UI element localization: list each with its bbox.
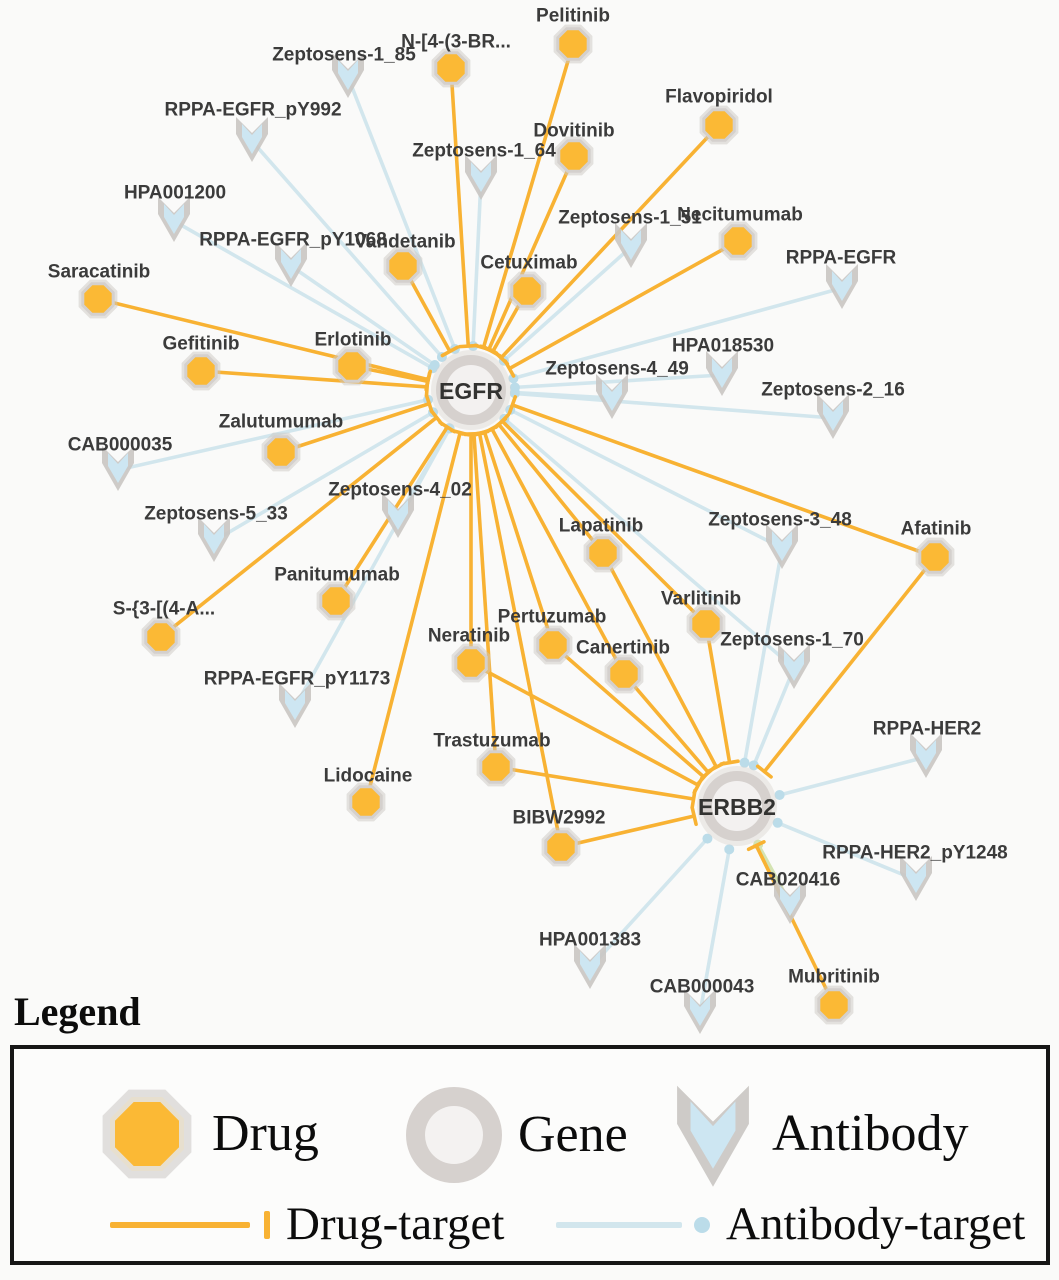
labels-layer bbox=[48, 6, 1008, 998]
drug-octagon-icon bbox=[83, 284, 113, 314]
node-label-necitumumab: Necitumumab bbox=[677, 204, 803, 226]
tbar-erlotinib-egfr bbox=[426, 373, 429, 390]
drug-node-lapatinib[interactable] bbox=[584, 534, 623, 573]
drug-octagon-icon bbox=[266, 437, 296, 467]
node-label-cab020416: CAB020416 bbox=[735, 869, 841, 891]
gene-node-erbb2[interactable] bbox=[697, 766, 777, 846]
legend-antibody-label: Antibody bbox=[772, 1105, 969, 1162]
node-label-neratinib: Neratinib bbox=[427, 625, 511, 647]
antibody-target-line-icon bbox=[556, 1222, 682, 1228]
drug-node-afatinib[interactable] bbox=[916, 538, 955, 577]
legend-drug-label: Drug bbox=[212, 1105, 319, 1162]
node-label-lapatinib: Lapatinib bbox=[558, 515, 644, 537]
node-label-dovitinib: Dovitinib bbox=[533, 120, 615, 142]
node-label-pelitinib: Pelitinib bbox=[536, 5, 610, 27]
legend-antibody-target-label: Antibody-target bbox=[726, 1198, 1026, 1250]
drug-octagon-icon bbox=[98, 1085, 196, 1183]
drug-octagon-icon bbox=[819, 990, 849, 1020]
drug-octagon-icon bbox=[546, 832, 576, 862]
node-label-flavopiridol: Flavopiridol bbox=[665, 86, 773, 108]
dot-z3_48-erbb2 bbox=[740, 758, 750, 768]
node-label-z4_49: Zeptosens-4_49 bbox=[545, 358, 689, 380]
edge-rppa_her2-erbb2 bbox=[780, 757, 926, 795]
drug-target-line-icon bbox=[110, 1222, 250, 1228]
node-label-py1173: RPPA-EGFR_pY1173 bbox=[203, 668, 391, 690]
node-label-hpa001383: HPA001383 bbox=[538, 929, 642, 951]
node-label-pertuzumab: Pertuzumab bbox=[497, 606, 607, 628]
node-label-panitumumab: Panitumumab bbox=[274, 564, 400, 586]
antibody-node-hpa018530[interactable] bbox=[706, 351, 738, 396]
node-label-cetuximab: Cetuximab bbox=[480, 252, 578, 274]
drug-node-pertuzumab[interactable] bbox=[534, 626, 573, 665]
antibody-node-hpa001383[interactable] bbox=[574, 944, 606, 989]
node-label-z5_33: Zeptosens-5_33 bbox=[144, 503, 288, 525]
node-label-saracatinib: Saracatinib bbox=[47, 261, 151, 283]
drug-node-lidocaine[interactable] bbox=[347, 783, 386, 822]
drug-octagon-icon bbox=[186, 356, 216, 386]
drug-octagon-icon bbox=[456, 648, 486, 678]
antibody-node-hpa001200[interactable] bbox=[158, 197, 190, 242]
node-label-s3_4a: S-{3-[(4-A... bbox=[112, 598, 216, 620]
node-label-cab000043: CAB000043 bbox=[649, 976, 755, 998]
node-label-z1_51: Zeptosens-1_51 bbox=[558, 207, 702, 229]
antibody-node-rppa_her2[interactable] bbox=[910, 733, 942, 778]
node-label-erlotinib: Erlotinib bbox=[314, 329, 392, 351]
node-label-gefitinib: Gefitinib bbox=[162, 333, 240, 355]
drug-octagon-icon bbox=[559, 141, 589, 171]
node-label-afatinib: Afatinib bbox=[900, 518, 972, 540]
node-label-rppa_egfr: RPPA-EGFR bbox=[785, 247, 897, 269]
legend-item-antibody bbox=[670, 1079, 968, 1189]
node-label-z1_64: Zeptosens-1_64 bbox=[412, 140, 556, 162]
antibody-node-z1_64[interactable] bbox=[465, 155, 497, 200]
node-label-mubritinib: Mubritinib bbox=[788, 966, 880, 988]
drug-octagon-icon bbox=[538, 630, 568, 660]
node-label-z1_85: Zeptosens-1_85 bbox=[272, 44, 416, 66]
drug-octagon-icon bbox=[588, 538, 618, 568]
drug-octagon-icon bbox=[481, 752, 511, 782]
legend-drug-target-label: Drug-target bbox=[286, 1198, 505, 1250]
drug-node-s3_4a[interactable] bbox=[142, 618, 181, 657]
drug-node-erlotinib[interactable] bbox=[333, 347, 372, 386]
node-label-cab000035: CAB000035 bbox=[67, 434, 173, 456]
legend-title: Legend bbox=[14, 989, 141, 1034]
node-label-z1_70: Zeptosens-1_70 bbox=[720, 629, 864, 651]
drug-node-zalutumumab[interactable] bbox=[262, 433, 301, 472]
legend-box bbox=[10, 1045, 1050, 1265]
drug-octagon-icon bbox=[388, 251, 418, 281]
tbar-n4_3br-egfr bbox=[460, 346, 477, 347]
legend-item-gene bbox=[406, 1087, 628, 1183]
node-label-vandetanib: Vandetanib bbox=[354, 231, 456, 253]
node-label-py1248: RPPA-HER2_pY1248 bbox=[822, 842, 1008, 864]
node-label-py1068: RPPA-EGFR_pY1068 bbox=[199, 229, 387, 251]
drug-node-saracatinib[interactable] bbox=[79, 280, 118, 319]
dot-cab000043-erbb2 bbox=[724, 844, 734, 854]
node-label-zalutumumab: Zalutumumab bbox=[218, 411, 344, 433]
antibody-node-z2_16[interactable] bbox=[817, 394, 849, 439]
gene-node-egfr[interactable] bbox=[431, 350, 511, 430]
node-label-lidocaine: Lidocaine bbox=[323, 765, 413, 787]
node-label-z3_48: Zeptosens-3_48 bbox=[708, 509, 852, 531]
edge-canertinib-erbb2 bbox=[624, 674, 708, 773]
drug-octagon-icon bbox=[609, 659, 639, 689]
drug-octagon-icon bbox=[351, 787, 381, 817]
drug-octagon-icon bbox=[436, 53, 466, 83]
drug-node-panitumumab[interactable] bbox=[317, 582, 356, 621]
drug-node-trastuzumab[interactable] bbox=[477, 748, 516, 787]
drug-node-neratinib[interactable] bbox=[452, 644, 491, 683]
drug-node-necitumumab[interactable] bbox=[719, 222, 758, 261]
edge-trastuzumab-egfr bbox=[474, 434, 496, 767]
drug-node-pelitinib[interactable] bbox=[554, 25, 593, 64]
node-label-hpa018530: HPA018530 bbox=[671, 335, 775, 357]
drug-octagon-icon bbox=[558, 29, 588, 59]
drug-octagon-icon bbox=[512, 276, 542, 306]
drug-octagon-icon bbox=[723, 226, 753, 256]
legend-gene-label: Gene bbox=[518, 1106, 628, 1163]
node-label-z2_16: Zeptosens-2_16 bbox=[761, 379, 905, 401]
drug-node-canertinib[interactable] bbox=[605, 655, 644, 694]
drug-node-n4_3br[interactable] bbox=[432, 49, 471, 88]
node-label-n4_3br: N-[4-(3-BR... bbox=[401, 31, 511, 53]
antibody-chevron-icon bbox=[670, 1079, 756, 1189]
drug-target-tbar-icon bbox=[264, 1211, 270, 1239]
node-label-rppa_her2: RPPA-HER2 bbox=[872, 718, 982, 740]
node-label-hpa001200: HPA001200 bbox=[123, 182, 227, 204]
antibody-node-z1_70[interactable] bbox=[778, 644, 810, 689]
drug-octagon-icon bbox=[146, 622, 176, 652]
drug-octagon-icon bbox=[321, 586, 351, 616]
drug-node-flavopiridol[interactable] bbox=[700, 106, 739, 145]
legend-item-antibody-target bbox=[556, 1198, 1026, 1250]
gene-label-egfr: EGFR bbox=[439, 378, 503, 404]
antibody-node-py1173[interactable] bbox=[279, 683, 311, 728]
node-label-py992: RPPA-EGFR_pY992 bbox=[164, 99, 342, 121]
node-label-canertinib: Canertinib bbox=[576, 637, 670, 659]
node-label-varlitinib: Varlitinib bbox=[660, 588, 742, 610]
drug-node-mubritinib[interactable] bbox=[815, 986, 854, 1025]
edge-trastuzumab-erbb2 bbox=[496, 767, 694, 799]
node-label-trastuzumab: Trastuzumab bbox=[433, 730, 551, 752]
drug-node-gefitinib[interactable] bbox=[182, 352, 221, 391]
drug-node-dovitinib[interactable] bbox=[555, 137, 594, 176]
antibody-node-rppa_egfr[interactable] bbox=[826, 264, 858, 309]
antibody-node-z3_48[interactable] bbox=[766, 524, 798, 569]
edge-z3_48-erbb2 bbox=[745, 548, 782, 763]
tbar-bibw2992-erbb2 bbox=[692, 808, 696, 825]
drug-octagon-icon bbox=[920, 542, 950, 572]
drug-octagon-icon bbox=[337, 351, 367, 381]
antibody-target-dot-icon bbox=[694, 1217, 710, 1233]
edge-n4_3br-egfr bbox=[451, 68, 468, 346]
drug-octagon-icon bbox=[691, 609, 721, 639]
drug-node-bibw2992[interactable] bbox=[542, 828, 581, 867]
node-label-bibw2992: BIBW2992 bbox=[512, 807, 606, 829]
node-label-z4_02: Zeptosens-4_02 bbox=[328, 479, 472, 501]
drug-octagon-icon bbox=[704, 110, 734, 140]
antibody-node-z1_51[interactable] bbox=[615, 223, 647, 268]
drug-node-cetuximab[interactable] bbox=[508, 272, 547, 311]
legend-item-drug bbox=[98, 1085, 319, 1183]
gene-circle-icon bbox=[406, 1087, 502, 1183]
gene-label-erbb2: ERBB2 bbox=[698, 794, 776, 820]
legend-item-drug-target bbox=[110, 1198, 505, 1250]
